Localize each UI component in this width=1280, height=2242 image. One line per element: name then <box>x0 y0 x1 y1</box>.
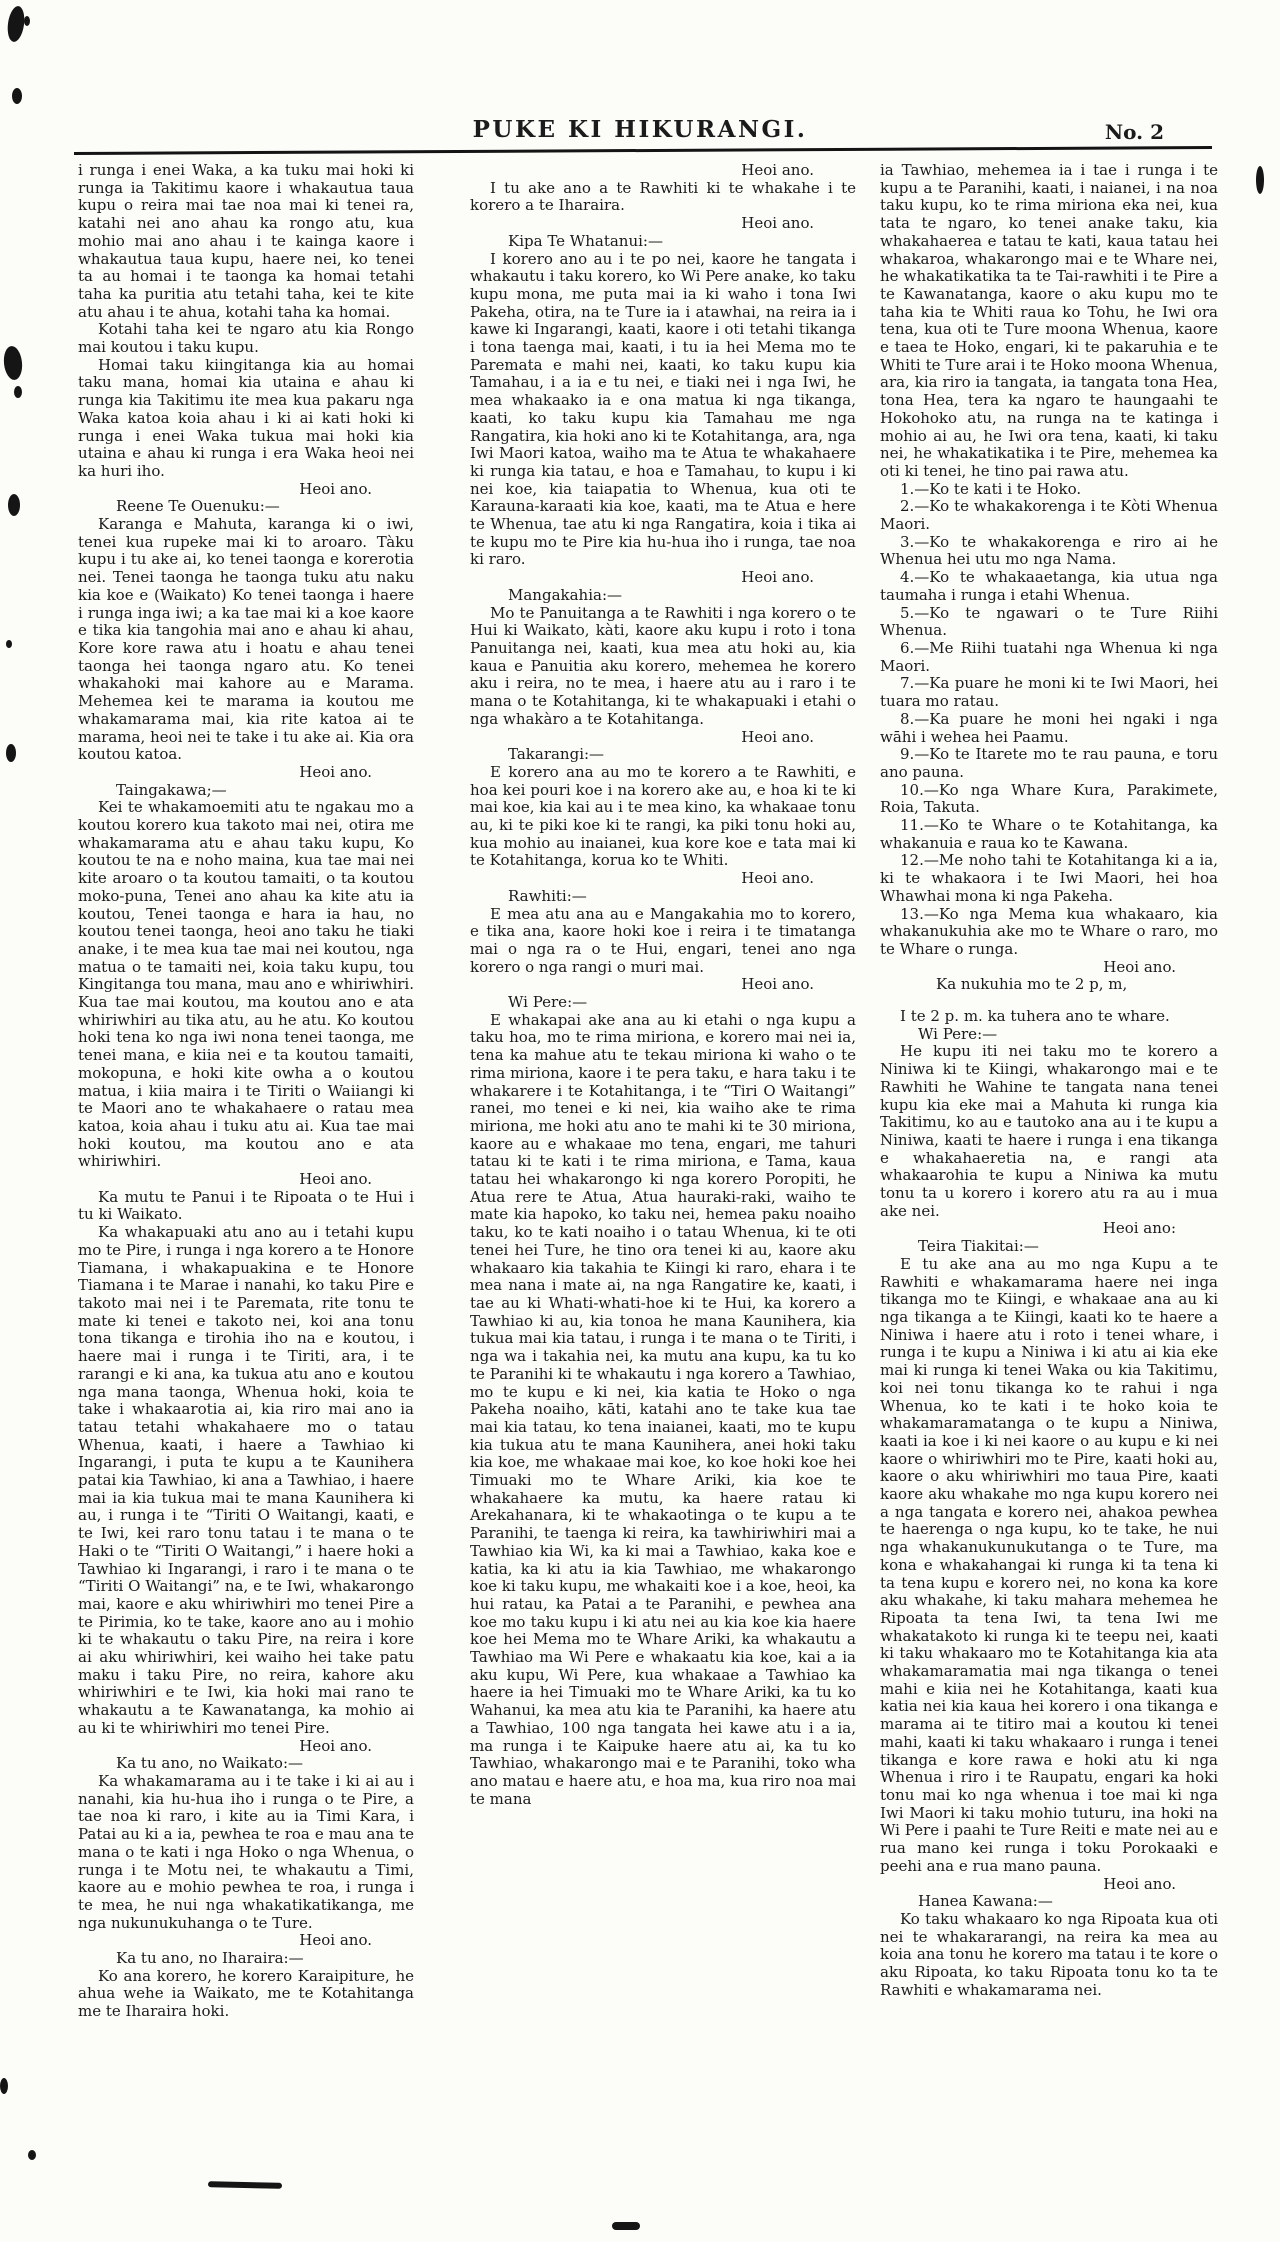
end-marker: Heoi ano. <box>741 568 814 587</box>
end-marker: Heoi ano. <box>1103 957 1176 976</box>
speaker-heading: Takarangi:— <box>508 745 605 764</box>
paragraph-continued: ia Tawhiao, mehemea ia i tae i runga i te kupu a te Paranihi, kaati, i naianei, i na noa taku kupu, ko te rima miriona eka nei, kua tata te ngaro, ko tenei anake taku, kia whakahaerea e tatau te kati, kaua tatau hei whakaroa, whakarongo mai e te Whare nei, he whakatikatika ta te Tai-rawhiti i te Pire a te Kawanatanga, kaore o aku kupu mo te taha kia te Whiti raua ko Tohu, he Iwi ora tena, kua oti te Ture moona Whenua, kaore e taea te Hoko, engari, ki te pakaruhia e te Whiti te Ture arai i te Hoko moona Whenua, ara, kia riro ia tangata, ia tangata tona Hea, tona Hea, tera ka ngaro te haungaahi te Hokohoko atu, na runga na te katinga i mohio ai au, he Iwi ora tena, kaati, ki taku nei, he whakatikatika i te Pire, mehemea ka oti ki tenei, he tino pai rawa atu. <box>880 161 1218 480</box>
end-marker: Heoi ano: <box>1102 1219 1176 1238</box>
list-item: 4.—Ko te whakaaetanga, kia utua nga taumaha i runga i etahi Whenua. <box>880 568 1218 604</box>
ink-mark <box>8 494 20 516</box>
ink-mark <box>612 2222 640 2230</box>
end-marker: Heoi ano. <box>299 1931 372 1950</box>
ink-mark <box>208 2181 282 2189</box>
end-marker: Heoi ano. <box>741 975 814 994</box>
ink-mark <box>28 2150 36 2160</box>
ink-mark <box>1256 166 1264 194</box>
speaker-heading: Wi Pere:— <box>508 993 588 1012</box>
list-item: 13.—Ko nga Mema kua whakaaro, kia whakanukuhia ake mo te Whare o raro, mo te Whare o runga. <box>880 904 1218 958</box>
list-item: 6.—Me Riihi tuatahi nga Whenua ki nga Maori. <box>880 638 1218 675</box>
paragraph: E korero ana au mo te korero a te Rawhiti, e hoa kei pouri koe i na korero ake au, e hoa ki te ki mai koe, kia kai au i te mea kino, ka whakaae tonu au, ki te piki koe ki te rangi, ka piki tonu hoki au, kua mohio au inaianei, kua kore koe e tata mai ki te Kotahitanga, korua ko te Whiti. <box>470 762 856 870</box>
end-marker: Heoi ano. <box>299 1170 372 1189</box>
ink-mark <box>6 744 16 762</box>
masthead-rule <box>74 146 1212 154</box>
ink-mark <box>6 5 27 43</box>
paragraph: Karanga e Mahuta, karanga ki o iwi, tenei kua rupeke mai ki to aroaro. Tàku kupu i tu ake ai, ko tenei taonga e korerotia nei. Tenei taonga he taonga tuku atu naku kia koe e (Waikato) Ko tenei taonga i haere i runga inga iwi; a ka tae mai ki a koe kaore e tika kia tangohia mai ano e ahau ki ahau, Kore kore rawa atu i hoatu e ahau tenei taonga hei taonga ngaro atu. Ko tenei whakahoki mai kahore au e Marama. Mehemea kei te marama ia koutou me whakamarama mai, kia rite katoa ai te marama, heoi nei te take i tu ake ai. Kia ora koutou katoa. <box>78 515 414 764</box>
paragraph: E tu ake ana au mo nga Kupu a te Rawhiti e whakamarama haere nei inga tikanga mo te Kiingi, e whakaae ana au ki nga tikanga a te Kiingi, kaati ko te haere a Niniwa i haere atu i roto i tenei whare, i runga i te kupu a Niniwa i ki atu ai kia eke mai ki runga ki tenei Waka ou kia Takitimu, koi nei tonu tikanga ko te rahui i nga Whenua, ko te kati i te hoko koia te whakamaramatanga o te kupu a Niniwa, kaati ia koe i ki nei kaore o au kupu e ki nei kaore o whiriwhiri mo te Pire, kaati hoki au, kaore o aku whiriwhiri mo taua Pire, kaati kaore aku whakahe mo nga kupu korero nei a nga tangata e korero nei, ahakoa pewhea te haerenga o nga kupu, ko te take, he nui nga whakanukunukutanga o te Ture, ma kona e whakahangai ki runga ki ta tena ki ta tena kupu e korero nei, no kona ka kore aku whakahe, ki taku mahara mehemea he Ripoata ta tena Iwi, ta tena Iwi me whakatakoto ki runga ki te teepu nei, kaati ki taku whakaaro mo te Kotahitanga kia ata whakamaramatia mai nga tikanga o tenei mahi e kiia nei he Kotahitanga, kaati kua katia nei kia kaua hei korero i ona tikanga e marama ai te titiro mai a koutou ki tenei mahi, kaati ki taku whakaaro i runga i tenei tikanga e kore rawa e hoki atu ki nga Whenua i riro i te Raupatu, engari ka hoki tonu mai ko nga whenua i toe mai ki nga Iwi Maori ki taku mohio tuturu, ina hoki na Wi Pere i paahi te Ture Reiti e mate nei au e rua mano kei runga i toku Porokaaki e peehi ana e rua mano pauna. <box>880 1254 1218 1875</box>
speaker-heading: Mangakahia:— <box>508 585 622 604</box>
speaker-heading: Taingakawa;— <box>116 780 227 799</box>
end-marker: Heoi ano. <box>299 1736 372 1755</box>
list-item: 10.—Ko nga Whare Kura, Parakimete, Roia, Takuta. <box>880 780 1218 817</box>
ink-mark <box>2 345 23 381</box>
end-marker: Heoi ano. <box>1103 1874 1176 1893</box>
adjournment-note: Ka nukuhia mo te 2 p, m, <box>936 975 1128 994</box>
paragraph: Mo te Panuitanga a te Rawhiti i nga korero o te Hui ki Waikato, kàti, kaore aku kupu i roto i tona Panuitanga nei, kaati, kua mea atu hoki au, kia kaua e Panuitia aku korero, mehemea he korero aku i reira, no te mea, i haere atu au i raro i te mana o te Kotahitanga, ki te whakapuaki i etahi o nga whakàro a te Kotahitanga. <box>470 603 856 728</box>
ink-mark <box>14 386 22 398</box>
speaker-heading: Ka tu ano, no Waikato:— <box>116 1754 304 1773</box>
text-columns <box>78 162 1218 2021</box>
column-1 <box>78 162 414 2021</box>
paragraph: Ko ana korero, he korero Karaipiture, he ahua wehe ia Waikato, me te Kotahitanga me te Iharaira hoki. <box>78 1966 414 2021</box>
paragraph: He kupu iti nei taku mo te korero a Niniwa ki te Kiingi, whakarongo mai e te Rawhiti he Wahine te tangata nana tenei kupu kia eke mai a Mahuta ki runga kia Takitimu, ko au e tautoko ana au i te kupu a Niniwa, kaati te haere i runga i ena tikanga e whakahaeretia na, e rangi ata whakaarohia te kupu a Niniwa ka mutu tonu ta u korero i korero atu ra au i mua ake nei. <box>880 1042 1218 1220</box>
paragraph: I te 2 p. m. ka tuhera ano te whare. <box>900 1007 1170 1026</box>
list-item: 7.—Ka puare he moni ki te Iwi Maori, hei tuara mo ratau. <box>880 674 1218 711</box>
paragraph: E whakapai ake ana au ki etahi o nga kupu a taku hoa, mo te rima miriona, e korero mai nei ia, tena ka mahue atu te tekau miriona ki waho o te rima miriona, kaore i te pera taku, e hara taku i te whakarere i te Kotahitanga, i te “Tiri O Waitangi” ranei, mo tenei e ki nei, kia waiho ake te rima miriona, me hoki atu ano te mahi ki te 30 miriona, kaore au e whakaae mo tena, engari, me tahuri tatau ki te kati i te rima miriona, e Tama, kaua tatau hei whakarongo ki nga korero Poropiti, he Atua rere te Atua, Atua hauraki-raki, waiho te mate kia hapoko, ko taku nei, hemea paku noaiho taku, ko te kati noaiho i o tatau Whenua, ki te oti tenei hei Ture, he tino ora tenei ki au, kaore aku whakaaro kia takahia te Kiingi ki raro, ehara i te mea nana i mate ai, na nga Rangatire ke, kaati, i tae au ki Whati-whati-hoe ki te Hui, ka korero a Tawhiao ki au, kia tonoa he mana Kaunihera, kia tukua mai kia tatau, i runga i te mana o te Tiriti, i nga wa i takahia nei, ka mutu ana kupu, ka tu ko te Paranihi ki te whakautu i nga korero a Tawhiao, mo te kupu e ki nei, kia katia te Hoko o nga Pakeha noaiho, kāti, katahi ano te take kua tae mai kia tatau, ko tena inaianei, kaati, mo te kupu kia tukua atu te mana Kaunihera, anei hoki taku kia koe, me whakaae mai koe, ko koe hoki koe hei Timuaki mo te Whare Ariki, kia koe te whakahaere ka mutu, ka haere ratau ki Arekahanara, ki te whakaotinga o te kupu a te Paranihi, te taenga ki reira, ka tawhiriwhiri mai a Tawhiao kia Wi, ka ki mai a Tawhiao, kaka koe e katia, ka ki atu ia kia Tawhiao, me whakarongo koe ki taku kupu, me whakaiti koe i a koe, heoi, ka hui ratau, ka Patai a te Paranihi, e pewhea ana koe mo taku kupu i ki atu nei au kia koe kia haere koe hei Mema mo te Whare Ariki, ka whakautu a Tawhiao ma Wi Pere e whakaatu kia koe, kai a ia aku kupu, Wi Pere, kua whakaae a Tawhiao ka haere ia hei Timuaki mo te Whare Ariki, ka tu ko Wahanui, ka mea atu kia te Paranihi, ka haere atu a Tawhiao, 100 nga tangata hei kawe atu i a ia, ma runga i te Kaipuke haere atu ai, ka tu ko Tawhiao, whakarongo mai e te Paranihi, toko wha ano matau e haere atu, e hoa ma, kua riro noa mai te mana <box>470 1010 856 1808</box>
list-item: 3.—Ko te whakakorenga e riro ai he Whenua hei utu mo nga Nama. <box>880 532 1218 569</box>
paragraph: E mea atu ana au e Mangakahia mo to korero, e tika ana, kaore hoki koe i reira i te timatanga mai o nga ra o te Hui, engari, tenei ano nga korero o nga rangi o muri mai. <box>470 904 856 976</box>
paragraph: I tu ake ano a te Rawhiti ki te whakahe i te korero a te Iharaira. <box>470 178 856 215</box>
column-2 <box>470 162 856 1808</box>
speaker-heading: Teira Tiakitai:— <box>918 1237 1039 1256</box>
ink-mark <box>0 2078 8 2094</box>
speaker-heading: Reene Te Ouenuku:— <box>116 497 280 516</box>
list-item: 1.—Ko te kati i te Hoko. <box>900 479 1082 498</box>
paragraph: Ka mutu te Panui i te Ripoata o te Hui i tu ki Waikato. <box>78 1187 414 1224</box>
issue-number: No. 2 <box>1104 120 1164 144</box>
end-marker: Heoi ano. <box>299 762 372 781</box>
paragraph-continued: i runga i enei Waka, a ka tuku mai hoki ki runga ia Takitimu kaore i whakautua taua kupu o reira mai tae noa mai ki tenei ra, katahi nei ano ahau ka rongo atu, kua mohio mai ano ahau i te kainga kaore i whakautua taua kupu, haere nei, ko tenei ta au homai i te taonga ka homai tetahi taha ka puritia atu tetahi taha, kei te kite atu ahau i te ahua, kotahi taha ka homai. <box>78 161 414 321</box>
paragraph: I korero ano au i te po nei, kaore he tangata i whakautu i taku korero, ko Wi Pere anake, ko taku kupu mona, me puta mai ia ki waho i tona Iwi Pakeha, otira, na te Ture ia i atawhai, na reira ia i kawe ki Ingarangi, kaati, kaore i oti tetahi tikanga i tona taenga mai, kaati, i tu ia hei Mema mo te Paremata e mahi nei, kaati, ko taku kupu kia Tamahau, i a ia e tu nei, e tiaki nei i nga Iwi, he mea whakaako ia e ona matua ki nga tikanga, kaati, ko taku kupu kia Tamahau me nga Rangatira, kia hoki ano ki te Kotahitanga, ara, nga Iwi Maori katoa, waiho ma te Atua te whakahaere ki runga kia tatau, e hoa e Tamahau, to kupu i ki nei koe, kia taiapatia to Whenua, kua oti te Karauna-karaati kia koe, kaati, ma te Atua e here te Whenua, tae atu ki nga Rangatira, koia i tika ai te kupu mo te Pire kia hu-hua iho i runga, tae noa ki raro. <box>470 249 856 569</box>
column-3 <box>880 162 1218 1999</box>
list-item: 11.—Ko te Whare o te Kotahitanga, ka whakanuia e raua ko te Kawana. <box>880 816 1218 852</box>
list-item: 9.—Ko te Itarete mo te rau pauna, e toru ano pauna. <box>880 745 1218 781</box>
paragraph: Ka whakamarama au i te take i ki ai au i nanahi, kia hu-hua iho i runga o te Pire, a tae noa ki raro, i kite au ia Timi Kara, i Patai au ki a ia, pewhea te roa e mau ana te mana o te kati i nga Hoko o nga Whenua, o runga i te Motu nei, te whakautu a Timi, kaore au e mohio pewhea te roa, i runga i te mea, he nui nga whakatikatikanga, me nga nukunukuhanga o te Ture. <box>78 1771 414 1932</box>
list-item: 12.—Me noho tahi te Kotahitanga ki a ia, ki te whakaora i te Iwi Maori, hei hoa Whawhai mona ki nga Pakeha. <box>880 851 1218 905</box>
end-marker: Heoi ano. <box>741 727 814 746</box>
list-item: 8.—Ka puare he moni hei ngaki i nga wāhi i wehea hei Paamu. <box>880 709 1218 746</box>
end-marker: Heoi ano. <box>741 161 814 179</box>
ink-mark <box>24 16 30 26</box>
speaker-heading: Wi Pere:— <box>918 1024 998 1043</box>
speaker-heading: Rawhiti:— <box>508 886 587 905</box>
paragraph: Kotahi taha kei te ngaro atu kia Rongo mai koutou i taku kupu. <box>78 320 414 357</box>
list-item: 2.—Ko te whakakorenga i te Kòti Whenua Maori. <box>880 497 1218 534</box>
end-marker: Heoi ano. <box>299 479 372 498</box>
paragraph: Ko taku whakaaro ko nga Ripoata kua oti nei te whakararangi, na reira ka mea au koia ana tonu he korero ma tatau i te kore o aku Ripoata, ko taku Ripoata tonu ko ta te Rawhiti e whakamarama nei. <box>880 1909 1218 1999</box>
speaker-heading: Ka tu ano, no Iharaira:— <box>116 1949 304 1968</box>
ink-mark <box>6 640 12 648</box>
speaker-heading: Hanea Kawana:— <box>918 1892 1053 1911</box>
ink-mark <box>12 88 22 104</box>
paragraph: Ka whakapuaki atu ano au i tetahi kupu mo te Pire, i runga i nga korero a te Honore Tiamana, i whakapuakina e te Honore Tiamana i te Marae i nanahi, ko taku Pire e takoto mai nei i te Paremata, rite tonu te mate ki tenei e takoto nei, koi ana tonu tona tikanga e tirohia iho na e koutou, i haere mai i runga i te Tiriti, ara, i te rarangi e ki ana, ka tukua atu ano e koutou nga mana taonga, Whenua hoki, koia te take i whakaarotia ai, kia riro mai ano ia tatau tetahi whakahaere mo o tatau Whenua, kaati, i haere a Tawhiao ki Ingarangi, i puta te kupu a te Kaunihera patai kia Tawhiao, ki ana a Tawhiao, i haere mai ia kia tukua mai te mana Kaunihera ki au, i runga i te “Tiriti O Waitangi, kaati, e te Iwi, kei raro tonu tatau i te mana o te Haki o te “Tiriti O Waitangi,” i haere hoki a Tawhiao ki Ingarangi, i raro i te mana o te “Tiriti O Waitangi” na, e te Iwi, whakarongo mai, kaore e aku whiriwhiri mo tenei Pire a te Pirimia, ko te take, kaore ano au i mohio ki te whakautu o taku Pire, na reira i kore ai aku whiriwhiri, kei waiho hei take patu maku i taku Pire, no reira, kahore aku whiriwhiri e te Iwi, kia hoki mai rano te whakautu a te Kawanatanga, ka mohio ai au ki te whiriwhiri mo tenei Pire. <box>78 1223 414 1737</box>
end-marker: Heoi ano. <box>741 869 814 888</box>
paragraph: Kei te whakamoemiti atu te ngakau mo a koutou korero kua takoto mai nei, otira me whakamarama atu e ahau taku kupu, Ko koutou te na e noho maina, kua tae mai nei kite aroaro o ta koutou tamaiti, o ta koutou moko-puna, Tenei ano ahau ka kite atu ia koutou, Tenei taonga e hara ia hau, no koutou tenei taonga, heoi ano taku he tiaki anake, i te mea kua tae mai nei koutou, nga matua o te tamaiti nei, koia taku kupu, tou Kingitanga tou mana, mau ano e whiriwhiri. Kua tae mai koutou, ma koutou ano e ata whiriwhiri au tika atu, au he atu. Ko koutou hoki tena ko nga iwi nona tenei taonga, me tenei mana, e kiia nei e ta koutou tamaiti, mokopuna, e hoki kite owha a o koutou matua, i kiia maira i te Tiriti o Waiiangi ki te Maori ano te whakahaere o ratau mea katoa, koia ahau i tuku atu ai. Kua tae mai hoki koutou, ma koutou ano e ata whiriwhiri. <box>78 798 414 1171</box>
speaker-heading: Kipa Te Whatanui:— <box>508 231 663 250</box>
paragraph: Homai taku kiingitanga kia au homai taku mana, homai kia utaina e ahau ki runga kia Takitimu ite mea kua pakaru nga Waka katoa koia ahau i ki ai kati hoki ki runga i enei Waka tukua mai hoki kia utaina e ahau ki runga i era Waka heoi nei ka huri iho. <box>78 355 414 480</box>
masthead-title: PUKE KI HIKURANGI. <box>472 116 808 143</box>
end-marker: Heoi ano. <box>741 214 814 233</box>
list-item: 5.—Ko te ngawari o te Ture Riihi Whenua. <box>880 603 1218 640</box>
